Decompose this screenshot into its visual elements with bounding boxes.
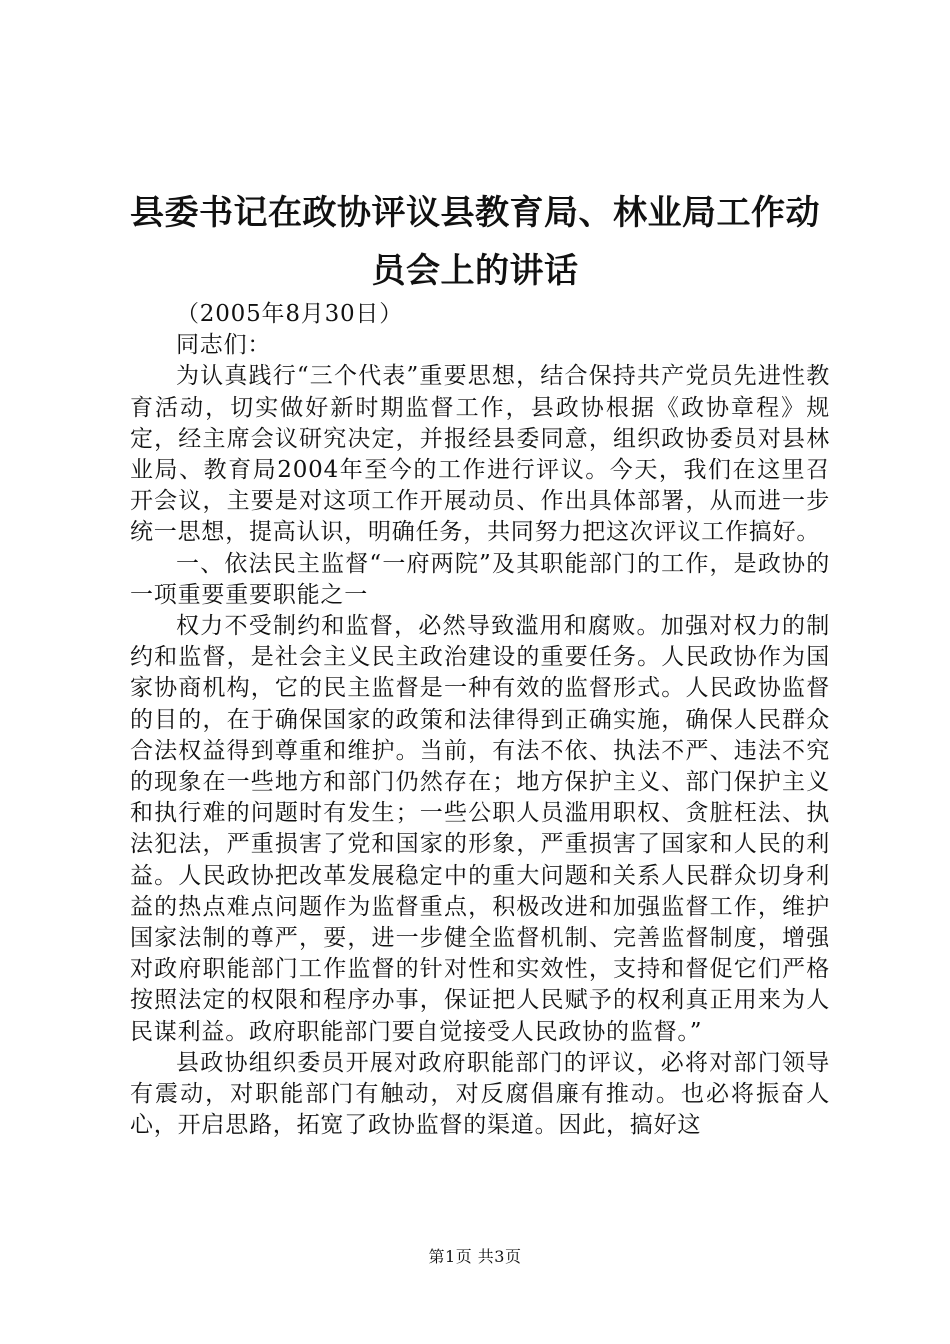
section-heading-1: 一、依法民主监督“一府两院”及其职能部门的工作，是政协的一项重要重要职能之一 [130, 550, 830, 608]
speech-date: （2005年8月30日） [176, 301, 404, 327]
salutation: 同志们： [176, 332, 272, 359]
paragraph-evaluation: 县政协组织委员开展对政府职能部门的评议，必将对部门领导有震动，对职能部门有触动，对反腐倡廉有推动。也必将振奋人心，开启思路，拓宽了政协监督的渠道。因此，搞好这 [130, 1049, 830, 1139]
paragraph-intro: 为认真践行“三个代表”重要思想，结合保持共产党员先进性教育活动，切实做好新时期监督工作，县政协根据《政协章程》规定，经主席会议研究决定，并报经县委同意，组织政协委员对县林业局、教育局2004年至今的工作进行评议。今天，我们在这里召开会议，主要是对这项工作开展动员、作出具体部署，从而进一步统一思想，提高认识，明确任务，共同努力把这次评议工作搞好。 [130, 363, 830, 546]
paragraph-supervision: 权力不受制约和监督，必然导致滥用和腐败。加强对权力的制约和监督，是社会主义民主政治建设的重要任务。人民政协作为国家协商机构，它的民主监督是一种有效的监督形式。人民政协监督的目的，在于确保国家的政策和法律得到正确实施，确保人民群众合法权益得到尊重和维护。当前，有法不依、执法不严、违法不究的现象在一些地方和部门仍然存在；地方保护主义、部门保护主义和执行难的问题时有发生；一些公职人员滥用职权、贪脏枉法、执法犯法，严重损害了党和国家的形象，严重损害了国家和人民的利益。人民政协把改革发展稳定中的重大问题和关系人民群众切身利益的热点难点问题作为监督重点，积极改进和加强监督工作，维护国家法制的尊严，要，进一步健全监督机制、完善监督制度，增强对政府职能部门工作监督的针对性和实效性，支持和督促它们严格按照法定的权限和程序办事，保证把人民赋予的权利真正用来为人民谋利益。政府职能部门要自觉接受人民政协的监督。” [130, 613, 830, 1045]
page-number-footer: 第1页 共3页 [428, 1247, 522, 1266]
title-line-1: 县委书记在政协评议县教育局、林业局工作动 [130, 193, 820, 233]
document-title [120, 184, 830, 300]
title-line-2: 员会上的讲话 [371, 251, 579, 291]
document-body [130, 299, 830, 1141]
